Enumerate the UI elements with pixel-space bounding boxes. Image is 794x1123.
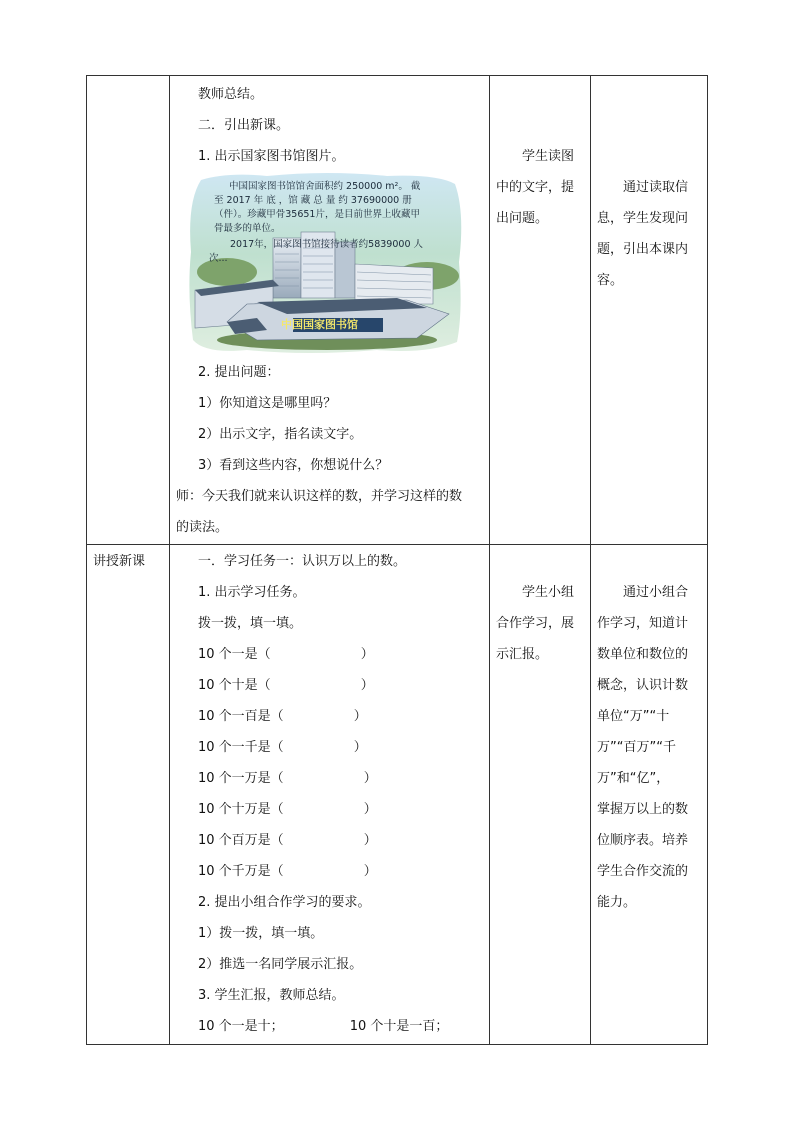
fill-blank-prompt: 10 个一千是（ [198, 740, 284, 755]
content-line: 教师总结。 [198, 87, 264, 102]
fill-blank-close: ） [353, 740, 367, 755]
summary-line [176, 1011, 486, 1042]
content-line: 1. 出示国家图书馆图片。 [198, 149, 345, 164]
summary-left: 10 个一是十； [198, 1019, 284, 1034]
fill-blank-close: ） [363, 864, 377, 879]
fill-blank-prompt: 10 个一万是（ [198, 771, 284, 786]
picture-caption-line: 次... [209, 253, 228, 264]
content-line: 二．引出新课。 [198, 118, 290, 133]
row1-content-top [176, 79, 486, 172]
content-line: 1）拨一拨，填一填。 [198, 926, 324, 941]
fill-blank-close: ） [360, 678, 374, 693]
fill-blank-close: ） [363, 802, 377, 817]
fill-blank-item [176, 794, 486, 825]
table-col-divider-2 [489, 75, 490, 1045]
student-line: 中的文字，提 [496, 180, 575, 195]
content-line: 1. 出示学习任务。 [198, 585, 306, 600]
fill-blank-item [176, 639, 486, 670]
table-col-divider-3 [590, 75, 591, 1045]
fill-blank-prompt: 10 个千万是（ [198, 864, 284, 879]
summary-right: 10 个十是一百； [349, 1019, 449, 1034]
table-row-divider [86, 544, 708, 545]
row2-student-activity [496, 577, 588, 670]
content-line: 师：今天我们就来认识这样的数，并学习这样的数 [176, 489, 463, 504]
intent-line: 容。 [597, 273, 624, 288]
fill-blank-prompt: 10 个十是（ [198, 678, 271, 693]
fill-blank-item [176, 701, 486, 732]
national-library-picture [187, 172, 463, 355]
content-line: 1）你知道这是哪里吗？ [198, 396, 337, 411]
table-border-left [86, 75, 87, 1045]
stage-label: 讲授新课 [93, 554, 146, 569]
intent-line: 通过读取信 [623, 180, 689, 195]
row1-student-activity [496, 141, 588, 234]
intent-line: 万”和“亿”， [597, 771, 670, 786]
content-line: 3. 学生汇报，教师总结。 [198, 988, 345, 1003]
intent-line: 通过小组合 [623, 585, 689, 600]
table-border-bottom [86, 1044, 708, 1045]
table-border-right [707, 75, 708, 1045]
fill-blank-prompt: 10 个十万是（ [198, 802, 284, 817]
intent-line: 题，引出本课内 [597, 242, 689, 257]
row2-design-intent [597, 577, 705, 918]
fill-blank-close: ） [353, 709, 367, 724]
intent-line: 学生合作交流的 [597, 864, 689, 879]
student-line: 学生小组 [522, 585, 575, 600]
intent-line: 数单位和数位的 [597, 647, 689, 662]
picture-caption-line: 至 2017 年 底 ，馆 藏 总 量 约 37690000 册 [214, 195, 412, 206]
picture-caption-line: 骨最多的单位。 [214, 223, 281, 234]
intent-line: 息，学生发现问 [597, 211, 689, 226]
content-line: 2. 提出小组合作学习的要求。 [198, 895, 371, 910]
row1-content-bottom [176, 357, 486, 543]
table-border-top [86, 75, 708, 76]
row2-stage [93, 546, 167, 577]
content-line: 拨一拨，填一填。 [198, 616, 303, 631]
content-line: 2. 提出问题： [198, 365, 280, 380]
picture-caption-line: 中国国家图书馆馆舍面积约 250000 m²。 截 [229, 181, 421, 192]
fill-blank-prompt: 10 个一百是（ [198, 709, 284, 724]
content-line: 2）推选一名同学展示汇报。 [198, 957, 363, 972]
student-line: 出问题。 [496, 211, 549, 226]
library-banner-text: 中国国家图书馆 [281, 318, 358, 331]
content-line: 一．学习任务一：认识万以上的数。 [198, 554, 407, 569]
fill-blank-close: ） [363, 833, 377, 848]
intent-line: 掌握万以上的数 [597, 802, 689, 817]
fill-blank-item [176, 670, 486, 701]
fill-blank-close: ） [363, 771, 377, 786]
content-line: 3）看到这些内容，你想说什么？ [198, 458, 389, 473]
fill-blank-prompt: 10 个一是（ [198, 647, 271, 662]
fill-blank-close: ） [360, 647, 374, 662]
fill-blank-item [176, 825, 486, 856]
intent-line: 万”“百万”“千 [597, 740, 676, 755]
student-line: 合作学习，展 [496, 616, 575, 631]
fill-blank-item [176, 856, 486, 887]
intent-line: 单位“万”“十 [597, 709, 670, 724]
intent-line: 能力。 [597, 895, 637, 910]
fill-blank-prompt: 10 个百万是（ [198, 833, 284, 848]
fill-blank-item [176, 732, 486, 763]
student-line: 示汇报。 [496, 647, 549, 662]
intent-line: 位顺序表。培养 [597, 833, 689, 848]
row2-content [176, 546, 486, 1042]
content-line: 2）出示文字，指名读文字。 [198, 427, 363, 442]
intent-line: 作学习，知道计 [597, 616, 689, 631]
intent-line: 概念，认识计数 [597, 678, 689, 693]
table-col-divider-1 [169, 75, 170, 1045]
content-line: 的读法。 [176, 520, 229, 535]
student-line: 学生读图 [522, 149, 575, 164]
fill-blank-item [176, 763, 486, 794]
picture-caption-line: 2017年，国家图书馆接待读者约5839000 人 [230, 239, 424, 250]
row1-design-intent [597, 172, 705, 296]
picture-caption-line: （件）。珍藏甲骨35651片，是目前世界上收藏甲 [214, 209, 420, 220]
